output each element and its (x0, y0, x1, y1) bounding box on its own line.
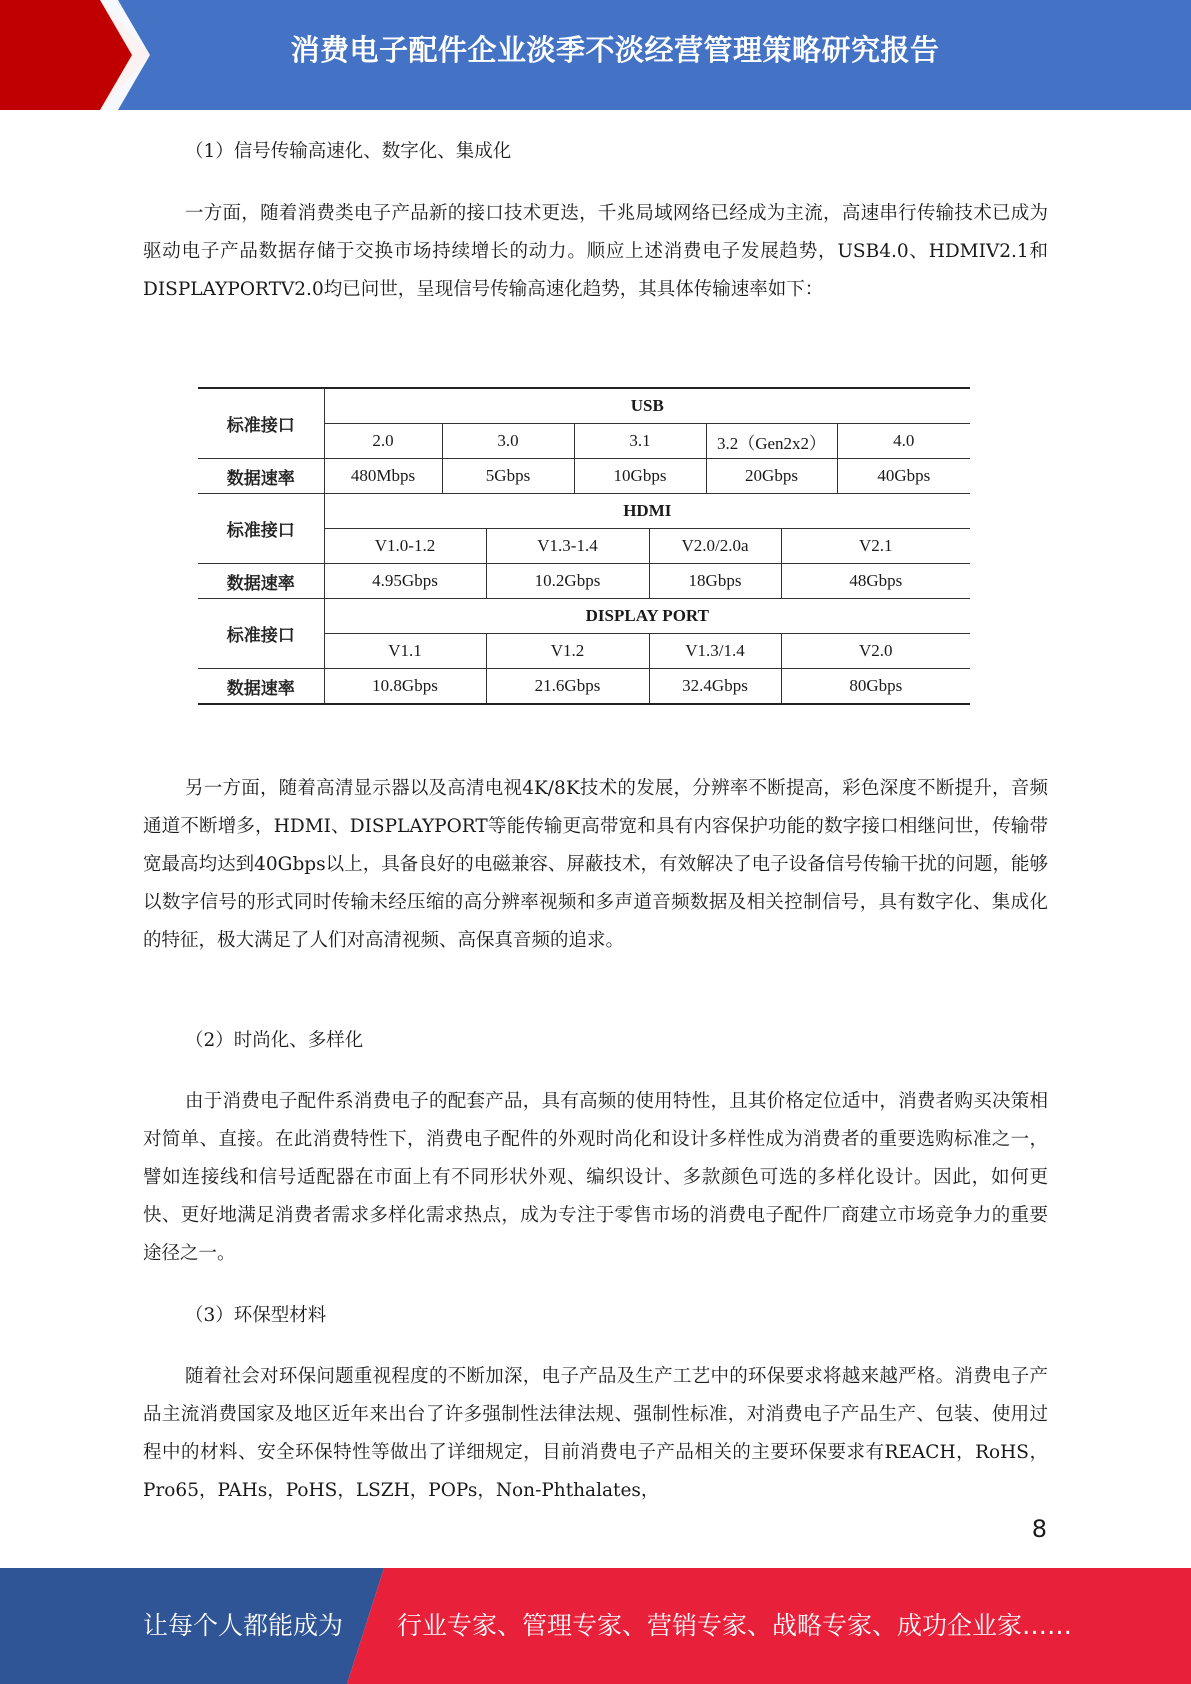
dp-rate-row (198, 669, 970, 705)
dp-version-cell: V1.3/1.4 (649, 634, 781, 669)
dp-rate-cell: 32.4Gbps (649, 669, 781, 705)
section-heading-3: （3）环保型材料 (185, 1305, 327, 1326)
dp-version-cell: V1.2 (486, 634, 649, 669)
usb-rate-cell: 5Gbps (442, 459, 574, 494)
dp-interface-label: 标准接口 (198, 599, 324, 669)
dp-rate-cell: 21.6Gbps (486, 669, 649, 705)
usb-version-cell: 3.0 (442, 424, 574, 459)
usb-rate-cell: 20Gbps (706, 459, 837, 494)
usb-name-row (198, 388, 970, 424)
usb-version-cell: 3.2（Gen2x2） (706, 424, 837, 459)
dp-rate-cell: 10.8Gbps (324, 669, 486, 705)
footer-slogan-left: 让每个人都能成为 (143, 1611, 344, 1640)
hdmi-rate-cell: 48Gbps (781, 564, 970, 599)
interface-speed-table (198, 387, 970, 705)
paragraph-1: 一方面，随着消费类电子产品新的接口技术更迭，千兆局域网络已经成为主流，高速串行传输技术已成为驱动电子产品数据存储于交换市场持续增长的动力。顺应上述消费电子发展趋势，USB4.0、HDMIV2.1和DISPLAYPORTV2.0均已问世，呈现信号传输高速化趋势，其具体传输速率如下： (143, 203, 1048, 300)
hdmi-version-cell: V1.0-1.2 (324, 529, 486, 564)
hdmi-rate-label: 数据速率 (198, 564, 324, 599)
hdmi-rate-cell: 4.95Gbps (324, 564, 486, 599)
paragraph-4: 随着社会对环保问题重视程度的不断加深，电子产品及生产工艺中的环保要求将越来越严格。消费电子产品主流消费国家及地区近年来出台了许多强制性法律法规、强制性标准，对消费电子产品生产、包装、使用过程中的材料、安全环保特性等做出了详细规定，目前消费电子产品相关的主要环保要求有REACH，RoHS，Pro65，PAHs，PoHS，LSZH，POPs，Non-Phthalates， (143, 1366, 1048, 1501)
usb-version-cell: 3.1 (574, 424, 706, 459)
dp-version-cell: V2.0 (781, 634, 970, 669)
dp-group-header: DISPLAY PORT (324, 599, 970, 634)
document-title: 消费电子配件企业淡季不淡经营管理策略研究报告 (290, 33, 940, 67)
section-heading-2: （2）时尚化、多样化 (185, 1030, 364, 1051)
hdmi-interface-label: 标准接口 (198, 494, 324, 564)
hdmi-version-cell: V1.3-1.4 (486, 529, 649, 564)
hdmi-rate-cell: 18Gbps (649, 564, 781, 599)
paragraph-2: 另一方面，随着高清显示器以及高清电视4K/8K技术的发展，分辨率不断提高，彩色深度不断提升，音频通道不断增多，HDMI、DISPLAYPORT等能传输更高带宽和具有内容保护功能的数字接口相继问世，传输带宽最高均达到40Gbps以上，具备良好的电磁兼容、屏蔽技术，有效解决了电子设备信号传输干扰的问题，能够以数字信号的形式同时传输未经压缩的高分辨率视频和多声道音频数据及相关控制信号，具有数字化、集成化的特征，极大满足了人们对高清视频、高保真音频的追求。 (143, 778, 1048, 951)
section-heading-1: （1）信号传输高速化、数字化、集成化 (185, 141, 512, 162)
usb-rate-row (198, 459, 970, 494)
paragraph-3: 由于消费电子配件系消费电子的配套产品，具有高频的使用特性，且其价格定位适中，消费者购买决策相对简单、直接。在此消费特性下，消费电子配件的外观时尚化和设计多样性成为消费者的重要选购标准之一，譬如连接线和信号适配器在市面上有不同形状外观、编织设计、多款颜色可选的多样化设计。因此，如何更快、更好地满足消费者需求多样化需求热点，成为专注于零售市场的消费电子配件厂商建立市场竞争力的重要途径之一。 (143, 1091, 1048, 1264)
usb-group-header: USB (324, 388, 970, 424)
hdmi-version-cell: V2.1 (781, 529, 970, 564)
dp-name-row (198, 599, 970, 634)
page-footer (0, 1568, 1191, 1684)
usb-version-cell: 2.0 (324, 424, 442, 459)
hdmi-rate-cell: 10.2Gbps (486, 564, 649, 599)
hdmi-rate-row (198, 564, 970, 599)
dp-rate-label: 数据速率 (198, 669, 324, 705)
usb-rate-cell: 480Mbps (324, 459, 442, 494)
usb-rate-label: 数据速率 (198, 459, 324, 494)
page-number: 8 (1031, 1515, 1047, 1543)
page-header (0, 0, 1191, 110)
dp-rate-cell: 80Gbps (781, 669, 970, 705)
hdmi-group-header: HDMI (324, 494, 970, 529)
usb-rate-cell: 40Gbps (837, 459, 970, 494)
footer-slogan-right: 行业专家、管理专家、营销专家、战略专家、成功企业家…… (397, 1611, 1073, 1640)
usb-version-cell: 4.0 (837, 424, 970, 459)
usb-interface-label: 标准接口 (198, 388, 324, 459)
dp-version-cell: V1.1 (324, 634, 486, 669)
hdmi-version-cell: V2.0/2.0a (649, 529, 781, 564)
usb-rate-cell: 10Gbps (574, 459, 706, 494)
hdmi-name-row (198, 494, 970, 529)
